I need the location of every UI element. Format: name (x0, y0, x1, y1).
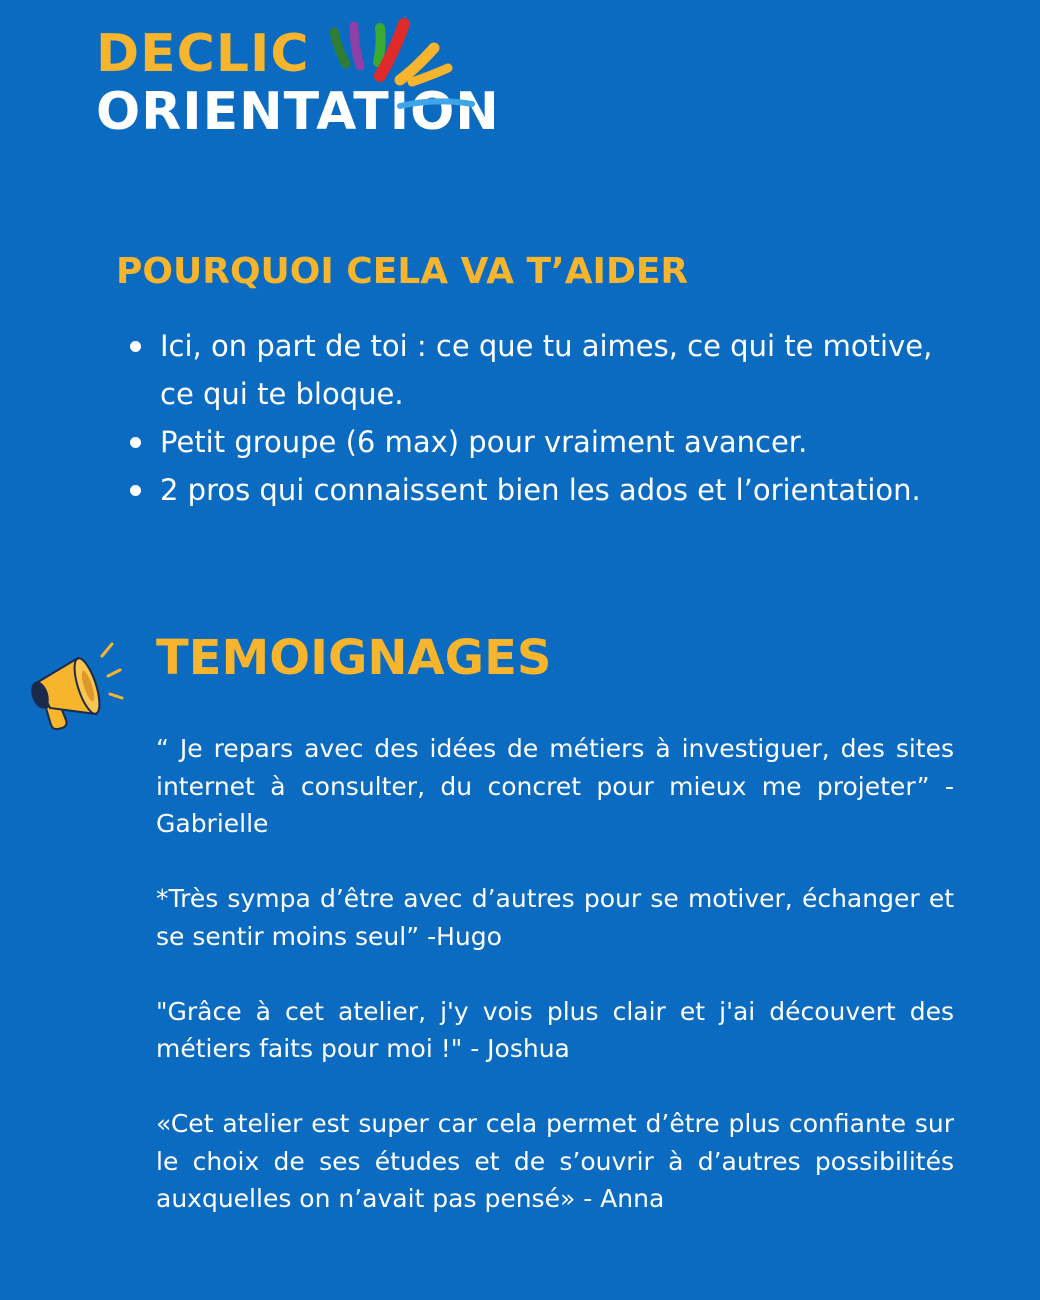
testimonial-item (156, 880, 954, 955)
bullet-icon (130, 437, 141, 448)
list-item-text: 2 pros qui connaissent bien les ados et l’orientation. (160, 473, 921, 507)
testimonial-author: - Gabrielle (156, 771, 955, 838)
testimonial-item (156, 993, 954, 1068)
testimonials-list (156, 730, 954, 1255)
list-item (128, 418, 958, 466)
list-item-text: Petit groupe (6 max) pour vraiment avancer. (160, 425, 808, 459)
testimonial-quote: "Grâce à cet atelier, j'y vois plus clair et j'ai découvert des métiers faits pour moi !" (156, 996, 954, 1063)
testimonial-quote: «Cet atelier est super car cela permet d’être plus confiante sur le choix de ses études et de s’ouvrir à d’autres possibilités auxquelles on n’avait pas pensé» (156, 1109, 954, 1213)
bullet-icon (130, 485, 141, 496)
testimonial-quote: *Très sympa d’être avec d’autres pour se motiver, échanger et se sentir moins seul” (156, 884, 954, 951)
list-item-text: Ici, on part de toi : ce que tu aimes, ce qui te motive, ce qui te bloque. (160, 329, 933, 411)
testimonials-section-title: TEMOIGNAGES (156, 630, 552, 686)
bullet-icon (130, 341, 141, 352)
logo-underline-icon (396, 94, 476, 114)
testimonial-item (156, 730, 954, 843)
testimonial-author: - Joshua (462, 1034, 570, 1063)
megaphone-icon (20, 636, 124, 736)
why-section-title: POURQUOI CELA VA T’AIDER (116, 251, 689, 292)
benefits-list (128, 322, 958, 514)
testimonial-quote: “ Je repars avec des idées de métiers à investiguer, des sites internet à consulter, du concret pour mieux me projeter” (156, 734, 954, 801)
logo-word-orientation: ORIENTATION (96, 82, 500, 142)
testimonial-author: - Anna (575, 1184, 665, 1213)
list-item (128, 466, 958, 514)
testimonial-author: -Hugo (419, 921, 502, 951)
list-item (128, 322, 958, 418)
testimonial-item (156, 1105, 954, 1218)
logo-word-declic: DECLIC (96, 24, 310, 84)
brand-logo (96, 24, 516, 144)
